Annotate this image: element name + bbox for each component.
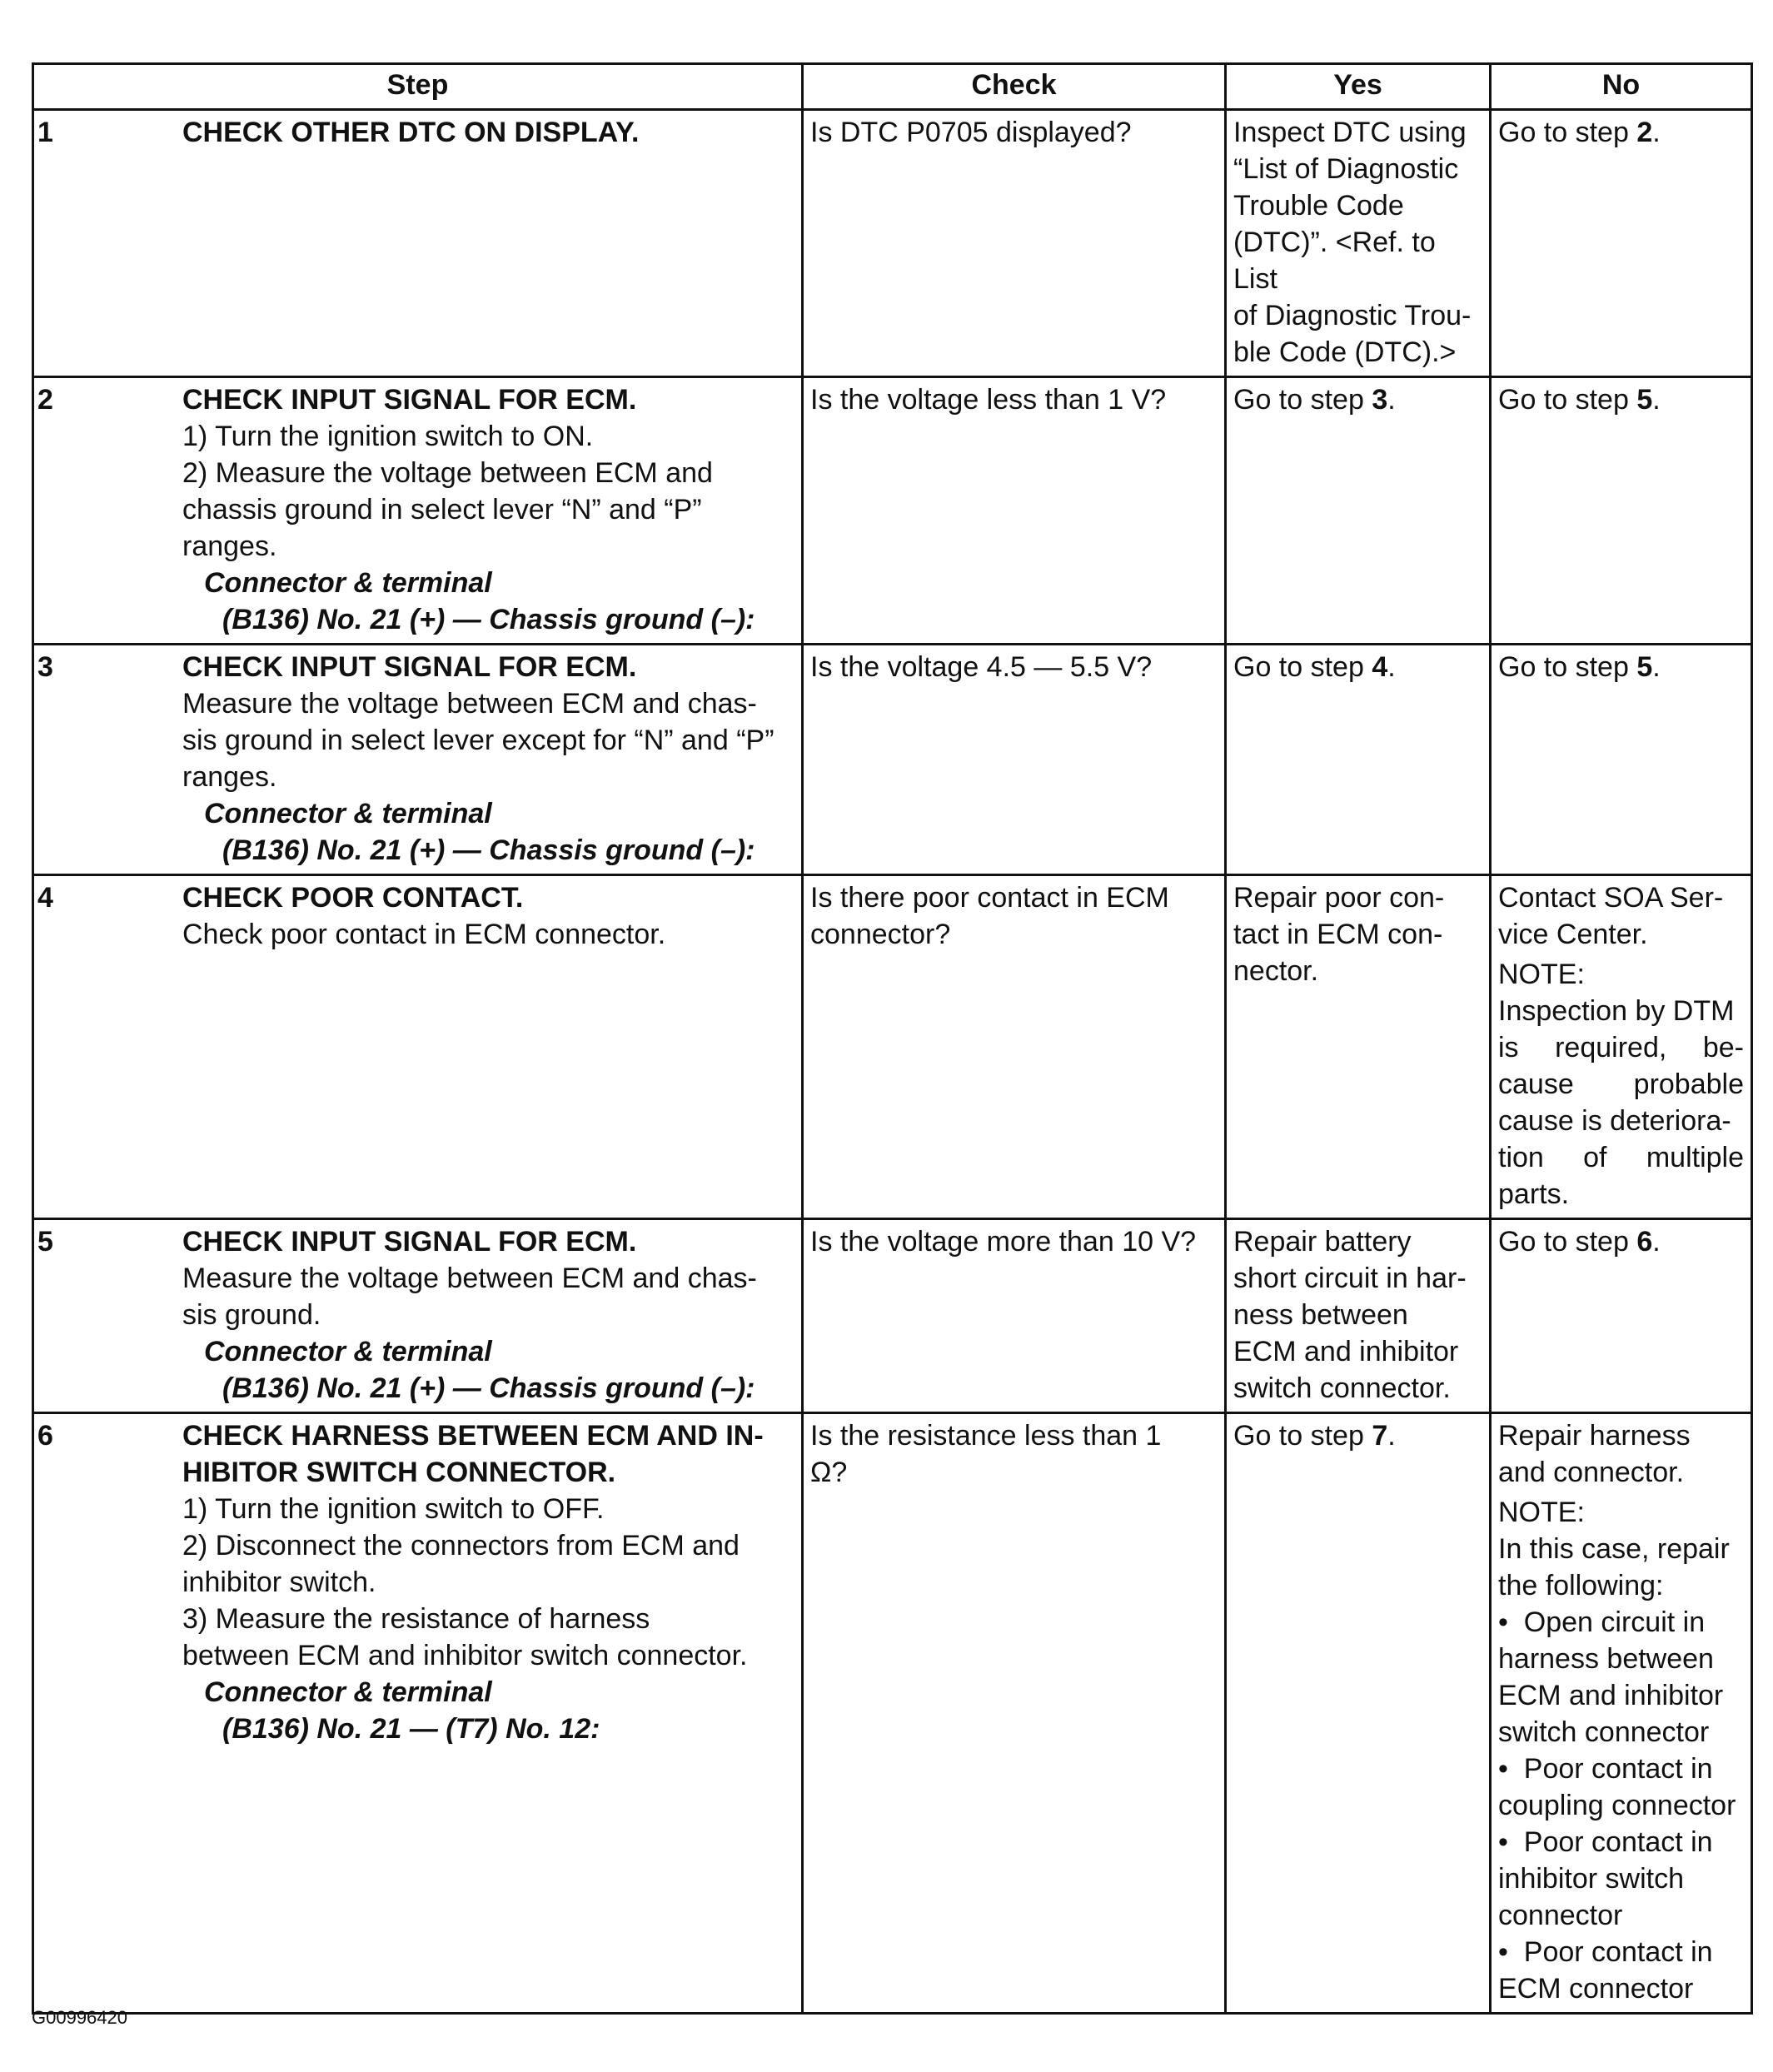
yes-text: Go to step 7.: [1233, 1420, 1396, 1452]
yes-text: Inspect DTC using: [1233, 117, 1467, 148]
terminal-spec: (B136) No. 21 — (T7) No. 12:: [222, 1713, 600, 1745]
step-instruction: Measure the voltage between ECM and chas-: [182, 1263, 757, 1294]
check-cell: [803, 377, 1226, 645]
check-text: Is the voltage 4.5 — 5.5 V?: [810, 651, 1153, 683]
note-text: is required, be-: [1498, 1032, 1744, 1063]
step-instruction: 2) Disconnect the connectors from ECM and: [182, 1530, 740, 1561]
bullet-item: • Poor contact in ECM connector: [1498, 1936, 1713, 2005]
no-cell: [1491, 1219, 1752, 1413]
step-title: CHECK OTHER DTC ON DISPLAY.: [182, 117, 640, 148]
header-yes: Yes: [1226, 64, 1491, 110]
step-cell: [33, 1219, 803, 1413]
connector-label: Connector & terminal: [204, 798, 492, 829]
no-text: Go to step 5.: [1498, 651, 1661, 683]
step-reference: 5: [1636, 651, 1653, 683]
yes-cell: [1226, 645, 1491, 875]
step-instruction: chassis ground in select lever “N” and “P”: [182, 494, 702, 525]
step-reference: 5: [1636, 384, 1653, 416]
terminal-spec: (B136) No. 21 (+) — Chassis ground (–):: [222, 1372, 755, 1404]
step-title: CHECK INPUT SIGNAL FOR ECM.: [182, 651, 637, 683]
step-cell: [33, 377, 803, 645]
no-text: Repair harness: [1498, 1420, 1691, 1452]
note-text: tion of multiple: [1498, 1142, 1744, 1173]
header-row: [33, 64, 1752, 110]
check-cell: [803, 1219, 1226, 1413]
step-cell: [33, 645, 803, 875]
step-instruction: ranges.: [182, 761, 277, 793]
header-step: Step: [33, 64, 803, 110]
step-title: CHECK POOR CONTACT.: [182, 882, 524, 914]
table-row: [33, 377, 1752, 645]
step-number: 6: [37, 1420, 53, 1452]
no-cell: [1491, 110, 1752, 377]
step-title: HIBITOR SWITCH CONNECTOR.: [182, 1457, 616, 1488]
step-reference: 6: [1636, 1226, 1653, 1258]
step-instruction: sis ground in select lever except for “N” and “P”: [182, 725, 774, 756]
yes-text: short circuit in har-: [1233, 1263, 1467, 1294]
step-reference: 7: [1372, 1420, 1388, 1452]
step-instruction: sis ground.: [182, 1299, 321, 1331]
table-row: [33, 875, 1752, 1219]
terminal-spec: (B136) No. 21 (+) — Chassis ground (–):: [222, 834, 755, 866]
step-instruction: ranges.: [182, 530, 277, 562]
yes-text: Repair poor con-: [1233, 882, 1445, 914]
terminal-spec: (B136) No. 21 (+) — Chassis ground (–):: [222, 604, 755, 635]
diagnostic-table: [32, 62, 1753, 2015]
yes-text: List: [1233, 263, 1277, 295]
bullet-item: • Open circuit in harness between ECM and inhibitor switch connector: [1498, 1606, 1724, 1748]
note-text: cause is deteriora-: [1498, 1105, 1731, 1137]
no-text: vice Center.: [1498, 919, 1648, 950]
no-cell: [1491, 875, 1752, 1219]
note-text: the following:: [1498, 1570, 1664, 1601]
note-text: Inspection by DTM: [1498, 995, 1735, 1027]
step-reference: 4: [1372, 651, 1388, 683]
note-text: cause probable: [1498, 1068, 1744, 1100]
yes-text: tact in ECM con-: [1233, 919, 1443, 950]
step-title: CHECK INPUT SIGNAL FOR ECM.: [182, 1226, 637, 1258]
check-text: Ω?: [810, 1457, 848, 1488]
step-number: 2: [37, 384, 53, 416]
step-cell: [33, 1413, 803, 2014]
table-row: [33, 1413, 1752, 2014]
bullet-icon: •: [1498, 1936, 1524, 1968]
check-cell: [803, 645, 1226, 875]
yes-text: ble Code (DTC).>: [1233, 336, 1457, 368]
no-cell: [1491, 1413, 1752, 2014]
step-number: 4: [37, 882, 53, 914]
bullet-icon: •: [1498, 1606, 1524, 1638]
note-label: NOTE:: [1498, 1497, 1585, 1528]
step-number: 1: [37, 117, 53, 148]
no-cell: [1491, 645, 1752, 875]
yes-cell: [1226, 1219, 1491, 1413]
check-text: Is DTC P0705 displayed?: [810, 117, 1132, 148]
check-cell: [803, 1413, 1226, 2014]
check-text: Is there poor contact in ECM: [810, 882, 1169, 914]
yes-text: Go to step 3.: [1233, 384, 1396, 416]
no-text: Go to step 6.: [1498, 1226, 1661, 1258]
check-cell: [803, 875, 1226, 1219]
bullet-item: • Poor contact in inhibitor switch connector: [1498, 1826, 1713, 1931]
table-row: [33, 645, 1752, 875]
connector-label: Connector & terminal: [204, 1336, 492, 1367]
step-number: 5: [37, 1226, 53, 1258]
step-instruction: 2) Measure the voltage between ECM and: [182, 457, 713, 489]
check-cell: [803, 110, 1226, 377]
yes-text: Repair battery: [1233, 1226, 1412, 1258]
no-text: and connector.: [1498, 1457, 1685, 1488]
note-text: In this case, repair: [1498, 1533, 1730, 1565]
step-instruction: inhibitor switch.: [182, 1566, 376, 1598]
yes-text: nector.: [1233, 955, 1319, 987]
connector-label: Connector & terminal: [204, 567, 492, 599]
bullet-icon: •: [1498, 1753, 1524, 1785]
yes-text: of Diagnostic Trou-: [1233, 300, 1472, 331]
yes-cell: [1226, 110, 1491, 377]
step-title: CHECK INPUT SIGNAL FOR ECM.: [182, 384, 637, 416]
step-instruction: 3) Measure the resistance of harness: [182, 1603, 650, 1635]
step-cell: [33, 110, 803, 377]
check-text: Is the voltage more than 10 V?: [810, 1226, 1197, 1258]
step-reference: 3: [1372, 384, 1388, 416]
connector-label: Connector & terminal: [204, 1676, 492, 1708]
step-title: CHECK HARNESS BETWEEN ECM AND IN-: [182, 1420, 764, 1452]
bullet-icon: •: [1498, 1826, 1524, 1858]
step-reference: 2: [1636, 117, 1653, 148]
header-no: No: [1491, 64, 1752, 110]
table-row: [33, 110, 1752, 377]
check-text: Is the resistance less than 1: [810, 1420, 1162, 1452]
yes-text: “List of Diagnostic: [1233, 153, 1459, 185]
header-check: Check: [803, 64, 1226, 110]
yes-cell: [1226, 875, 1491, 1219]
yes-text: (DTC)”. <Ref. to: [1233, 227, 1436, 258]
step-instruction: 1) Turn the ignition switch to ON.: [182, 421, 594, 452]
step-instruction: between ECM and inhibitor switch connector.: [182, 1640, 748, 1671]
bullet-item: • Poor contact in coupling connector: [1498, 1753, 1736, 1821]
yes-text: Go to step 4.: [1233, 651, 1396, 683]
yes-text: ECM and inhibitor: [1233, 1336, 1459, 1367]
step-instruction: Check poor contact in ECM connector.: [182, 919, 666, 950]
table-row: [33, 1219, 1752, 1413]
check-text: Is the voltage less than 1 V?: [810, 384, 1167, 416]
yes-text: switch connector.: [1233, 1372, 1451, 1404]
no-text: Contact SOA Ser-: [1498, 882, 1724, 914]
no-text: Go to step 2.: [1498, 117, 1661, 148]
yes-text: ness between: [1233, 1299, 1408, 1331]
note-label: NOTE:: [1498, 959, 1585, 990]
yes-cell: [1226, 1413, 1491, 2014]
check-text: connector?: [810, 919, 951, 950]
step-cell: [33, 875, 803, 1219]
step-number: 3: [37, 651, 53, 683]
yes-cell: [1226, 377, 1491, 645]
no-text: Go to step 5.: [1498, 384, 1661, 416]
figure-id: G00996420: [32, 2007, 127, 2028]
note-text: parts.: [1498, 1178, 1570, 1210]
step-instruction: Measure the voltage between ECM and chas-: [182, 688, 757, 720]
no-cell: [1491, 377, 1752, 645]
step-instruction: 1) Turn the ignition switch to OFF.: [182, 1493, 605, 1525]
yes-text: Trouble Code: [1233, 190, 1404, 222]
